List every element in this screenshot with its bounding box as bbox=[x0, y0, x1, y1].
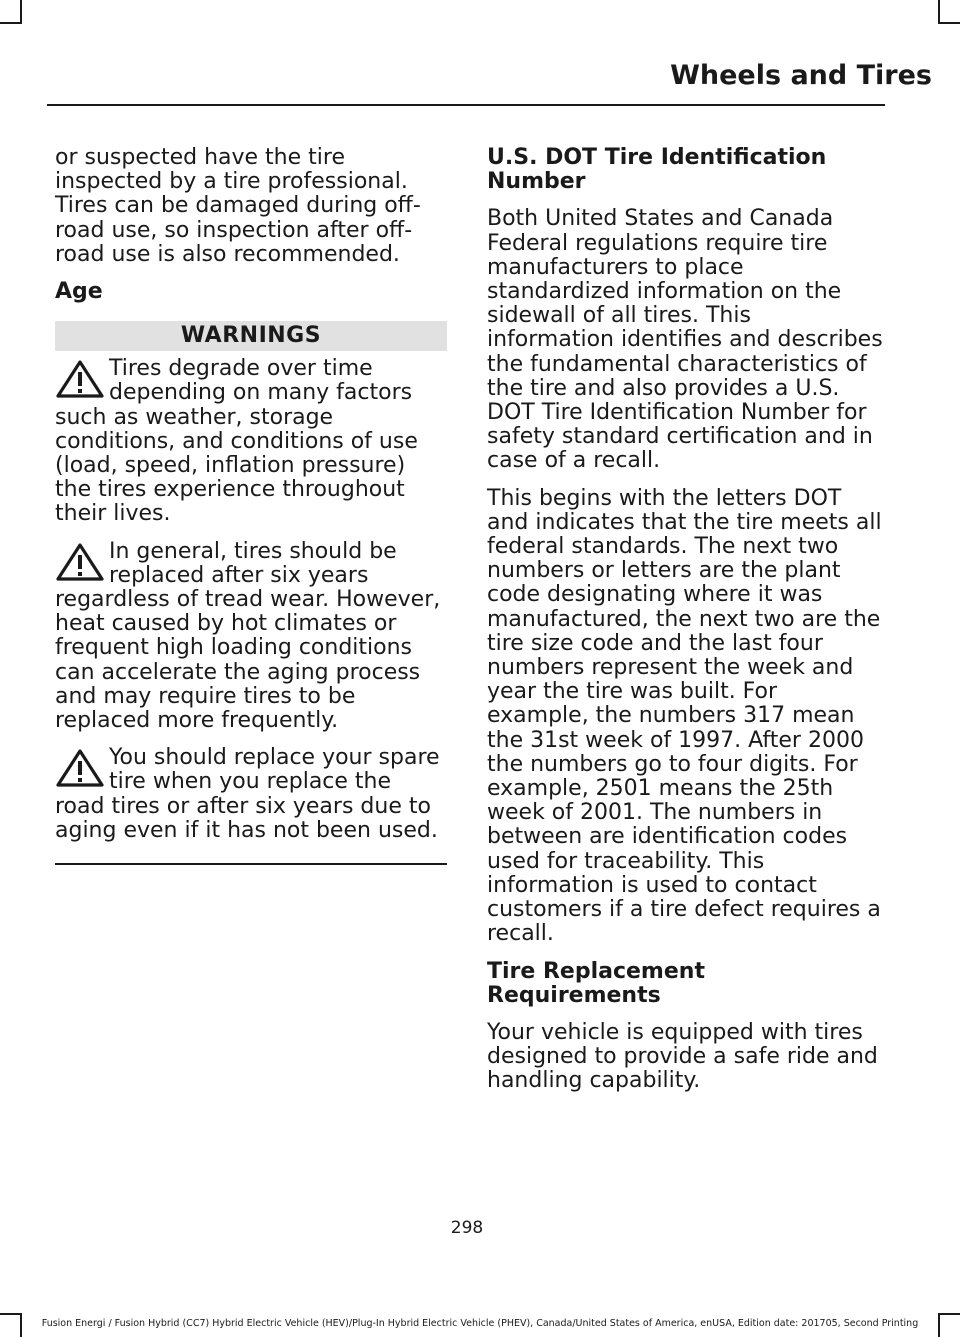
page-title-text: Wheels and Tires bbox=[670, 60, 932, 91]
crop-mark bbox=[938, 22, 960, 24]
page-title bbox=[0, 60, 932, 91]
warning-item bbox=[55, 540, 447, 734]
warning-text: In general, tires should be replaced after six years regardless of tread wear. However, heat caused by hot climates or frequent high loading conditions can accelerate the aging process and may require tires to be replaced more frequently. bbox=[55, 538, 441, 734]
crop-mark bbox=[938, 1313, 960, 1315]
left-column bbox=[55, 146, 447, 865]
intro-paragraph: or suspected have the tire inspected by a tire professional. Tires can be damaged during off-road use, so inspection after off-road use is also recommended. bbox=[55, 145, 421, 267]
page-number: 298 bbox=[450, 1218, 484, 1238]
warning-item bbox=[55, 746, 447, 843]
replacement-heading: Tire Replacement Requirements bbox=[487, 958, 705, 1008]
warning-text: Tires degrade over time depending on many factors such as weather, storage conditions, and conditions of use (load, speed, inflation pressure) the tires experience throughout their lives. bbox=[55, 356, 418, 527]
warning-text: You should replace your spare tire when you replace the road tires or after six years due to aging even if it has not been used. bbox=[55, 745, 440, 843]
dot-paragraph-1: Both United States and Canada Federal regulations require tire manufacturers to place standardized information on the sidewall of all tires. This information identifies and describes the fundamental characteristics of the tire and also provides a U.S. DOT Tire Identification Number for safety standard certification and in case of a recall. bbox=[487, 206, 883, 474]
right-column bbox=[487, 146, 883, 1107]
warnings-header: WARNINGS bbox=[55, 321, 447, 351]
crop-mark bbox=[20, 0, 22, 24]
warning-triangle-icon bbox=[55, 359, 105, 405]
crop-mark bbox=[0, 22, 22, 24]
warnings-end-divider bbox=[55, 863, 447, 865]
crop-mark bbox=[938, 0, 940, 24]
dot-heading: U.S. DOT Tire Identification Number bbox=[487, 145, 827, 195]
dot-paragraph-2: This begins with the letters DOT and indicates that the tire meets all federal standards. The next two numbers or letters are the plant code designating where it was manufactured, the next two are the tire size code and the last four numbers represent the week and year the tire was built. For example, the numbers 317 mean the 31st week of 1997. After 2000 the numbers go to four digits. For example, 2501 means the 25th week of 2001. The numbers in between are identification codes used for traceability. This information is used to contact customers if a tire defect requires a recall. bbox=[487, 485, 882, 947]
warning-triangle-icon bbox=[55, 542, 105, 588]
age-heading: Age bbox=[55, 279, 103, 305]
warning-triangle-icon bbox=[55, 748, 105, 794]
warning-item bbox=[55, 357, 447, 526]
header-divider bbox=[47, 104, 885, 106]
crop-mark bbox=[0, 1313, 22, 1315]
replacement-paragraph: Your vehicle is equipped with tires designed to provide a safe ride and handling capability. bbox=[487, 1019, 878, 1094]
footer-text: Fusion Energi / Fusion Hybrid (CC7) Hybrid Electric Vehicle (HEV)/Plug-In Hybrid Electric Vehicle (PHEV), Canada/United States of America, enUSA, Edition date: 201705, Second Printing bbox=[41, 1318, 919, 1329]
